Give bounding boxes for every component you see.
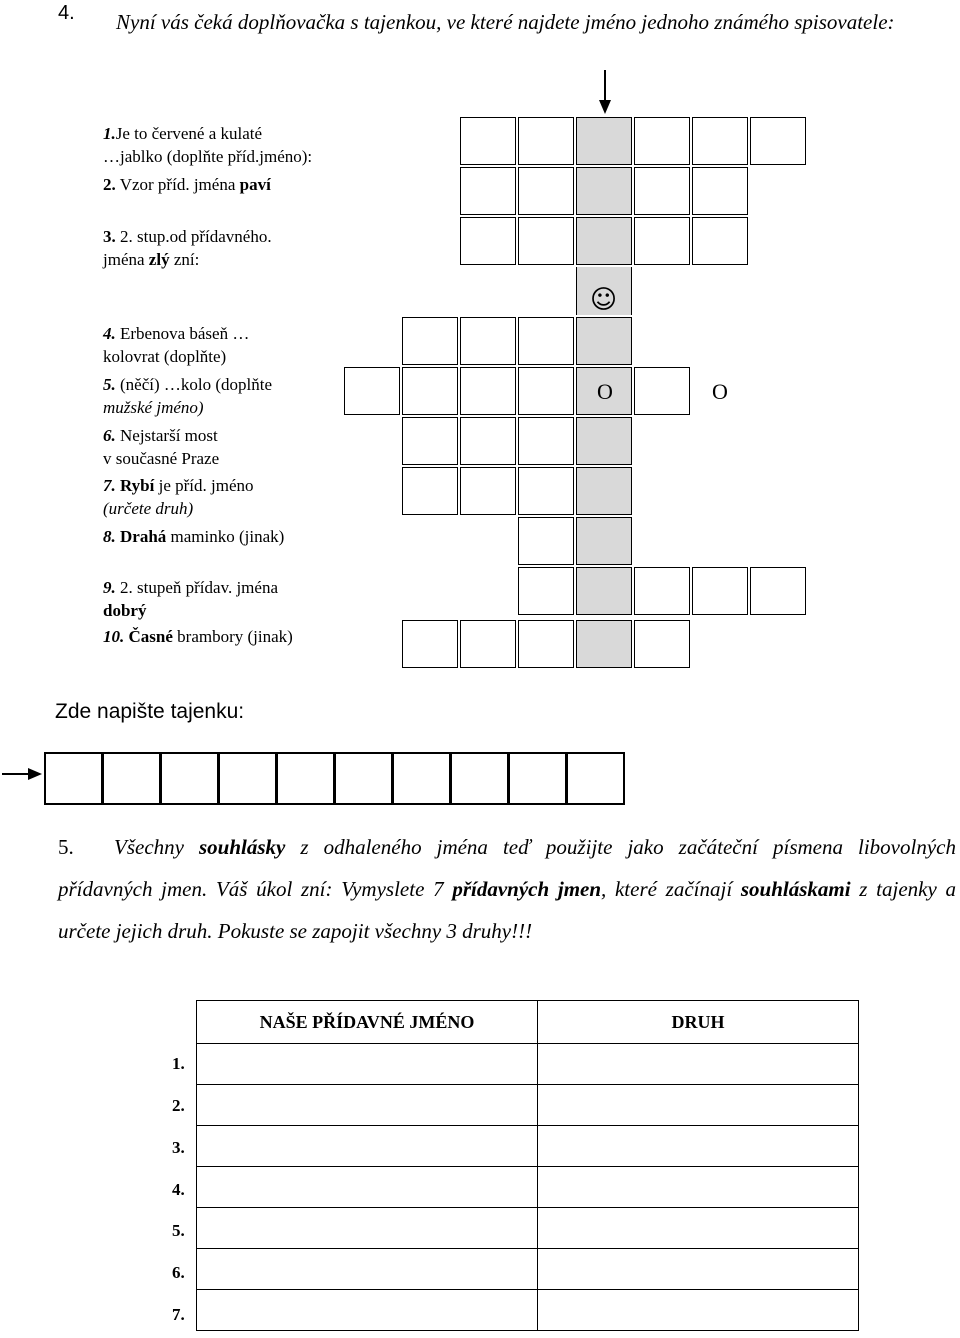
table-row [197,1290,859,1331]
table-row [197,1085,859,1126]
crossword-cell[interactable] [518,417,574,465]
crossword-cell[interactable] [402,467,458,515]
clue-3: 3. 2. stup.od přídavného. jména zlý zní: [103,227,272,269]
crossword-cell[interactable] [692,167,748,215]
crossword-cell[interactable] [460,417,516,465]
table-row [197,1249,859,1290]
clue-2: 2. Vzor příd. jména paví [103,175,271,194]
crossword-cell[interactable] [518,567,574,615]
crossword-cell[interactable] [402,620,458,668]
arrow-down-icon [596,70,614,114]
answer-box[interactable] [44,752,103,805]
answer-box[interactable] [334,752,393,805]
table-row [197,1126,859,1167]
crossword-cell[interactable] [460,367,516,415]
answer-box[interactable] [102,752,161,805]
type-cell[interactable] [538,1249,859,1290]
clue-6: 6. Nejstarší most v současné Praze [103,426,220,468]
type-cell[interactable] [538,1126,859,1167]
answer-box[interactable] [218,752,277,805]
table-row [197,1208,859,1249]
crossword-cell[interactable] [750,567,806,615]
answer-box[interactable] [508,752,567,805]
cell-letter: O [597,379,613,404]
column-header-type: DRUH [538,1001,859,1044]
type-cell[interactable] [538,1044,859,1085]
adjective-cell[interactable] [197,1085,538,1126]
answer-label: Zde napište tajenku: [55,700,245,723]
answer-box[interactable] [276,752,335,805]
crossword-cell[interactable] [460,167,516,215]
task-instruction: Nyní vás čeká doplňovačka s tajenkou, ve které najdete jméno jednoho známého spisovatele: [116,10,895,34]
table-row [197,1044,859,1085]
solution-cell[interactable] [576,317,632,365]
adjective-cell[interactable] [197,1167,538,1208]
crossword-cell[interactable] [634,217,690,265]
arrow-right-icon [2,765,42,783]
cell-letter: O [712,379,728,404]
solution-cell[interactable] [576,567,632,615]
crossword-cell[interactable] [402,317,458,365]
crossword-cell[interactable] [634,167,690,215]
adjective-cell[interactable] [197,1208,538,1249]
crossword-cell[interactable] [518,517,574,565]
clue-9: 9. 2. stupeň přídav. jména dobrý [103,578,278,620]
answer-box[interactable] [566,752,625,805]
crossword-cell[interactable] [402,367,458,415]
row-number: 5. [172,1221,185,1240]
crossword-cell[interactable] [518,317,574,365]
solution-cell[interactable] [576,117,632,165]
crossword-cell[interactable] [460,117,516,165]
crossword-cell[interactable] [460,620,516,668]
crossword-cell[interactable] [460,467,516,515]
type-cell[interactable] [538,1167,859,1208]
adjective-cell[interactable] [197,1249,538,1290]
solution-cell[interactable] [576,167,632,215]
solution-cell[interactable] [576,467,632,515]
crossword-cell[interactable] [460,317,516,365]
type-cell[interactable] [538,1085,859,1126]
crossword-cell[interactable] [460,217,516,265]
solution-cell[interactable] [576,620,632,668]
crossword-cell[interactable] [518,117,574,165]
clue-10: 10. Časné brambory (jinak) [103,627,293,646]
crossword-cell[interactable] [518,620,574,668]
crossword-cell[interactable] [518,367,574,415]
crossword-cell[interactable] [634,367,690,415]
task-number: 4. [58,2,75,24]
table-row [197,1167,859,1208]
smiley-icon: ☺ [590,285,618,315]
row-number: 6. [172,1263,185,1282]
row-number: 2. [172,1096,185,1115]
adjective-table [196,1000,859,1331]
column-header-adjective: NAŠE PŘÍDAVNÉ JMÉNO [197,1001,538,1044]
clue-4: 4. Erbenova báseň … kolovrat (doplňte) [103,324,250,366]
crossword-cell[interactable] [402,417,458,465]
answer-box[interactable] [160,752,219,805]
type-cell[interactable] [538,1208,859,1249]
crossword-cell[interactable] [692,117,748,165]
solution-cell[interactable] [576,417,632,465]
adjective-cell[interactable] [197,1044,538,1085]
crossword-cell[interactable] [518,217,574,265]
crossword-cell[interactable] [634,620,690,668]
crossword-cell[interactable] [692,567,748,615]
row-number: 7. [172,1305,185,1324]
task-5-instruction: 5. Všechny souhlásky z odhaleného jména teď použijte jako začáteční písmena libovolných přídavných jmen. Váš úkol zní: Vymyslete 7 přídavných jmen, které začínají souhláskami z tajenky a určete jejich druh. Pokuste se zapojit všechny 3 druhy!!! [58,835,957,943]
crossword-cell[interactable] [750,117,806,165]
answer-box[interactable] [450,752,509,805]
row-number: 4. [172,1180,185,1199]
answer-box[interactable] [392,752,451,805]
crossword-cell[interactable] [518,167,574,215]
crossword-cell[interactable] [634,117,690,165]
clue-1: 1.Je to červené a kulaté …jablko (doplňte příd.jméno): [103,124,313,166]
crossword-cell[interactable] [634,567,690,615]
adjective-cell[interactable] [197,1126,538,1167]
type-cell[interactable] [538,1290,859,1331]
row-number: 3. [172,1138,185,1157]
adjective-cell[interactable] [197,1290,538,1331]
row-number: 1. [172,1054,185,1073]
solution-cell[interactable] [576,517,632,565]
clue-7: 7. Rybí je příd. jméno (určete druh) [103,476,254,518]
clue-5: 5. (něčí) …kolo (doplňte mužské jméno) [103,375,273,417]
crossword-cell[interactable] [344,367,400,415]
crossword-cell[interactable] [518,467,574,515]
crossword-cell[interactable] [692,217,748,265]
clue-8: 8. Drahá maminko (jinak) [103,527,285,546]
solution-cell[interactable] [576,217,632,265]
